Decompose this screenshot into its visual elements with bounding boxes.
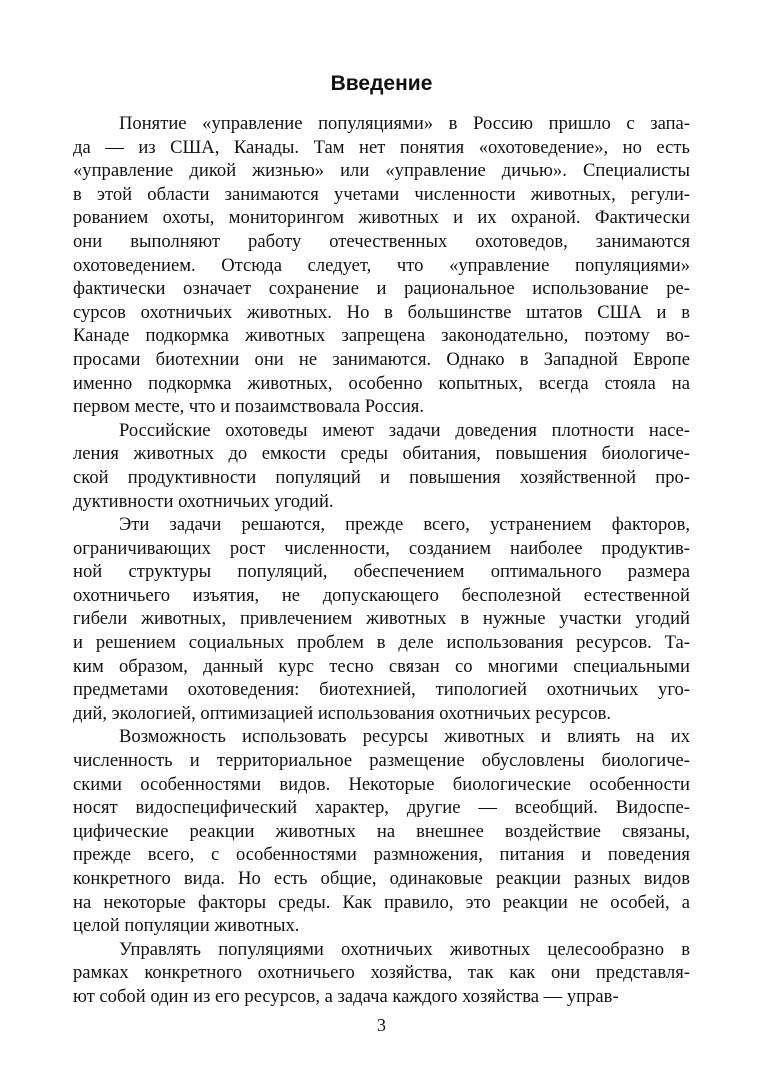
page-number: 3 [377, 1015, 386, 1035]
text-line: в этой области занимаются учетами численности животных, регули- [73, 183, 690, 205]
text-line: прежде всего, с особенностями размножения, питания и поведения [73, 844, 690, 866]
text-line: охотоведением. Отсюда следует, что «управление популяциями» [73, 254, 690, 276]
text-line: именно подкормка животных, особенно копытных, всегда стояла на [73, 372, 690, 394]
text-line: рованием охоты, мониторингом животных и их охраной. Фактически [73, 207, 690, 229]
text-line: предметами охотоведения: биотехнией, типологией охотничьих уго- [73, 679, 690, 701]
text-line: численность и территориальное размещение обусловлены биологиче- [73, 750, 690, 772]
paragraph [73, 513, 690, 725]
text-line: фактически означает сохранение и рациональное использование ре- [73, 278, 690, 300]
text-line: Управлять популяциями охотничьих животных целесообразно в [119, 938, 690, 960]
text-line: скими особенностями видов. Некоторые биологические особенности [73, 773, 690, 795]
paragraph [73, 112, 690, 419]
text-line: «управление дикой жизнью» или «управление дичью». Специалисты [73, 160, 690, 182]
paragraph [73, 725, 690, 937]
text-line: охотничьего изъятия, не допускающего бесполезной естественной [73, 584, 690, 606]
text-line: просами биотехнии они не занимаются. Однако в Западной Европе [73, 348, 690, 370]
text-line: Канаде подкормка животных запрещена законодательно, поэтому во- [73, 325, 690, 347]
text-line: конкретного вида. Но есть общие, одинаковые реакции разных видов [73, 868, 690, 889]
text-line: ления животных до емкости среды обитания, повышения биологиче- [73, 443, 690, 465]
text-line: Российские охотоведы имеют задачи доведения плотности насе- [119, 419, 690, 441]
text-line: ким образом, данный курс тесно связан со многими специальными [73, 655, 690, 677]
text-line: и решением социальных проблем в деле использования ресурсов. Та- [73, 632, 690, 654]
text-line: цифические реакции животных на внешнее воздействие связаны, [73, 820, 690, 842]
text-line: Возможность использовать ресурсы животных и влиять на их [119, 726, 690, 748]
text-line: первом месте, что и позаимствовала Россия. [73, 396, 425, 418]
paragraph [73, 938, 690, 1009]
text-line: гибели животных, привлечением животных в нужные участки угодий [73, 608, 690, 630]
text-line: ной структуры популяций, обеспечением оптимального размера [73, 561, 690, 583]
text-line: рамках конкретного охотничьего хозяйства, так как они представля- [73, 962, 690, 984]
body-text [73, 112, 690, 1009]
text-line: Эти задачи решаются, прежде всего, устранением факторов, [119, 514, 690, 536]
page-title: Введение [330, 72, 433, 95]
text-line: сурсов охотничьих животных. Но в большинстве штатов США и в [73, 301, 690, 323]
text-line: ограничивающих рост численности, созданием наиболее продуктив- [73, 537, 690, 559]
text-line: целой популяции животных. [73, 915, 300, 937]
text-line: на некоторые факторы среды. Как правило, это реакции не особей, а [73, 891, 690, 913]
text-line: да — из США, Канады. Там нет понятия «охотоведение», но есть [73, 136, 690, 158]
text-line: ют собой один из его ресурсов, а задача каждого хозяйства — управ- [73, 985, 619, 1007]
text-line: дий, экологией, оптимизацией использования охотничьих ресурсов. [73, 702, 612, 724]
paragraph [73, 419, 690, 513]
text-line: носят видоспецифический характер, другие — всеобщий. Видоспе- [73, 797, 690, 819]
text-line: дуктивности охотничьих угодий. [73, 490, 334, 512]
text-line: Понятие «управление популяциями» в Россию пришло с запа- [119, 113, 690, 134]
text-line: они выполняют работу отечественных охотоведов, занимаются [73, 230, 690, 252]
text-line: ской продуктивности популяций и повышения хозяйственной про- [73, 466, 690, 488]
